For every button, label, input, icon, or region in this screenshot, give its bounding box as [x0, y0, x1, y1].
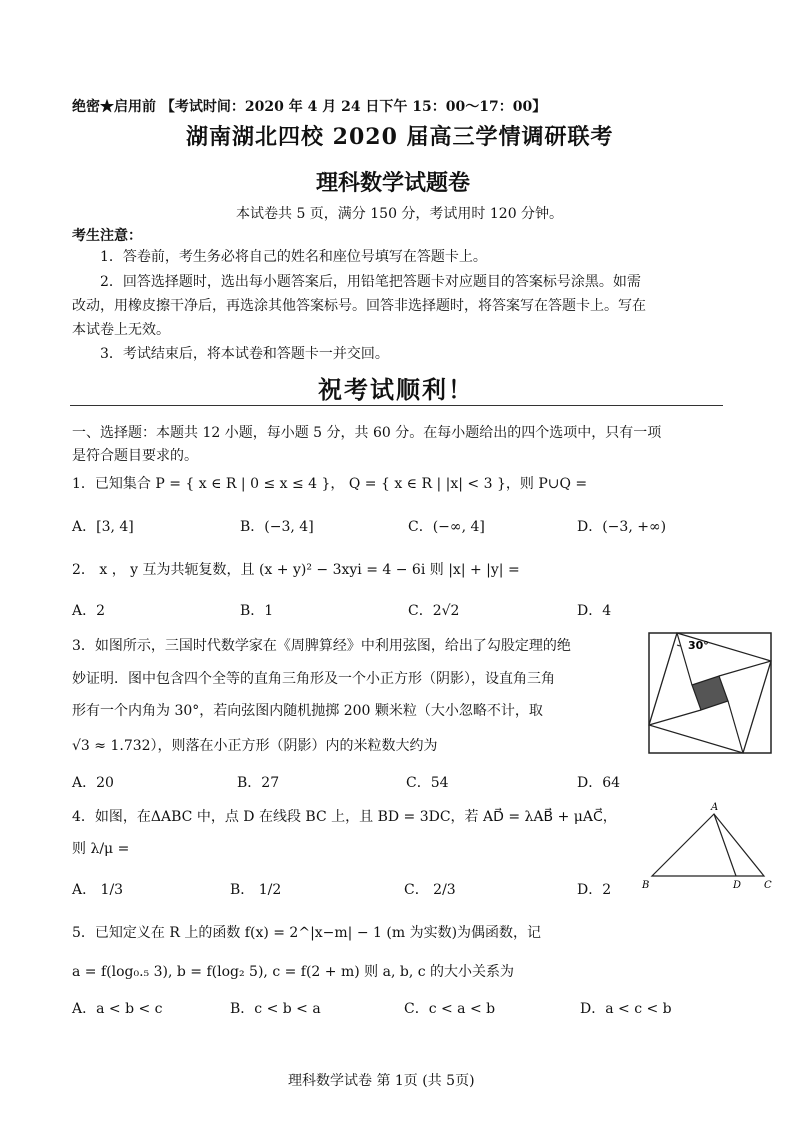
q2-option-a: A．2 [72, 603, 106, 619]
q3-line-2: 妙证明．图中包含四个全等的直角三角形及一个小正方形（阴影），设直角三角 [72, 671, 555, 687]
segment-ad [714, 814, 736, 876]
notice-item-2-line-1: 2．回答选择题时，选出每小题答案后，用铅笔把答题卡对应题目的答案标号涂黑。如需 [100, 274, 641, 290]
notice-item-2-line-3: 本试卷上无效。 [72, 322, 170, 338]
vertex-a-label: A [711, 802, 719, 813]
q3-line-1: 3．如图所示，三国时代数学家在《周脾算经》中利用弦图，给出了勾股定理的绝 [72, 638, 571, 654]
q2-stem: 2． x ， y 互为共轭复数，且 (x + y)² − 3xyi = 4 − 6i 则 |x| + |y| = [72, 562, 520, 578]
triangle-figure [638, 800, 778, 892]
secret-line: 绝密★启用前 【考试时间：2020 年 4 月 24 日下午 15：00～17：00】 [72, 99, 547, 115]
exam-info: 本试卷共 5 页，满分 150 分，考试用时 120 分钟。 [236, 206, 564, 222]
exam-title: 湖南湖北四校 2020 届高三学情调研联考 [186, 124, 614, 150]
section-1-line-1: 一、选择题：本题共 12 小题，每小题 5 分，共 60 分。在每小题给出的四个选项中，只有一项 [72, 425, 662, 441]
q3-line-3: 形有一个内角为 30°，若向弦图内随机抛掷 200 颗米粒（大小忽略不计，取 [72, 703, 543, 719]
angle-label: 30° [688, 639, 709, 652]
triangle-abc [652, 814, 764, 876]
q4-line-1: 4．如图，在ΔABC 中，点 D 在线段 BC 上，且 BD = 3DC，若 AD⃗ = λAB⃗ + μAC⃗， [72, 809, 617, 825]
exam-subtitle: 理科数学试题卷 [316, 171, 471, 196]
q5-line-1: 5．已知定义在 R 上的函数 f(x) = 2^|x−m| − 1 (m 为实数)为偶函数，记 [72, 925, 542, 941]
q5-line-2: a = f(log₀.₅ 3), b = f(log₂ 5), c = f(2 + m) 则 a, b, c 的大小关系为 [72, 964, 515, 980]
page-footer: 理科数学试卷 第 1页 (共 5页) [288, 1073, 475, 1089]
q3-option-a: A．20 [72, 775, 114, 791]
notice-item-3: 3．考试结束后，将本试卷和答题卡一并交回。 [100, 346, 389, 362]
divider-line [70, 405, 723, 406]
section-1-line-2: 是符合题目要求的。 [72, 448, 198, 464]
q1-option-b: B．(−3, 4] [240, 519, 314, 535]
q4-option-a: A． 1/3 [72, 882, 124, 898]
q1-stem: 1．已知集合 P = { x ∈ R | 0 ≤ x ≤ 4 }， Q = { x ∈ R | |x| < 3 }，则 P∪Q = [72, 476, 588, 492]
q2-option-b: B．1 [240, 603, 274, 619]
q5-option-c: C．c < a < b [404, 1001, 496, 1017]
q5-option-d: D．a < c < b [580, 1001, 672, 1017]
notice-item-2-line-2: 改动，用橡皮擦干净后，再选涂其他答案标号。回答非选择题时，将答案写在答题卡上。写在 [72, 298, 646, 314]
notice-heading: 考生注意： [72, 228, 142, 244]
point-d-label: D [733, 880, 742, 891]
q3-line-4: √3 ≈ 1.732），则落在小正方形（阴影）内的米粒数大约为 [72, 738, 438, 754]
q1-option-d: D．(−3, +∞) [577, 519, 667, 535]
q5-option-b: B．c < b < a [230, 1001, 321, 1017]
q1-option-a: A．[3, 4] [72, 519, 134, 535]
q2-option-d: D．4 [577, 603, 612, 619]
vertex-b-label: B [642, 880, 650, 891]
blessing-text: 祝考试顺利！ [318, 376, 474, 404]
q4-line-2: 则 λ/μ = [72, 841, 130, 857]
vertex-c-label: C [764, 880, 772, 891]
q3-option-d: D．64 [577, 775, 621, 791]
string-diagram-figure [648, 632, 772, 754]
q5-option-a: A．a < b < c [72, 1001, 163, 1017]
q3-option-b: B．27 [237, 775, 280, 791]
q4-option-c: C． 2/3 [404, 882, 456, 898]
q2-option-c: C．2√2 [408, 603, 460, 619]
q4-option-d: D．2 [577, 882, 612, 898]
notice-item-1: 1．答卷前，考生务必将自己的姓名和座位号填写在答题卡上。 [100, 249, 487, 265]
q3-option-c: C．54 [406, 775, 449, 791]
q4-option-b: B． 1/2 [230, 882, 282, 898]
q1-option-c: C．(−∞, 4] [408, 519, 485, 535]
